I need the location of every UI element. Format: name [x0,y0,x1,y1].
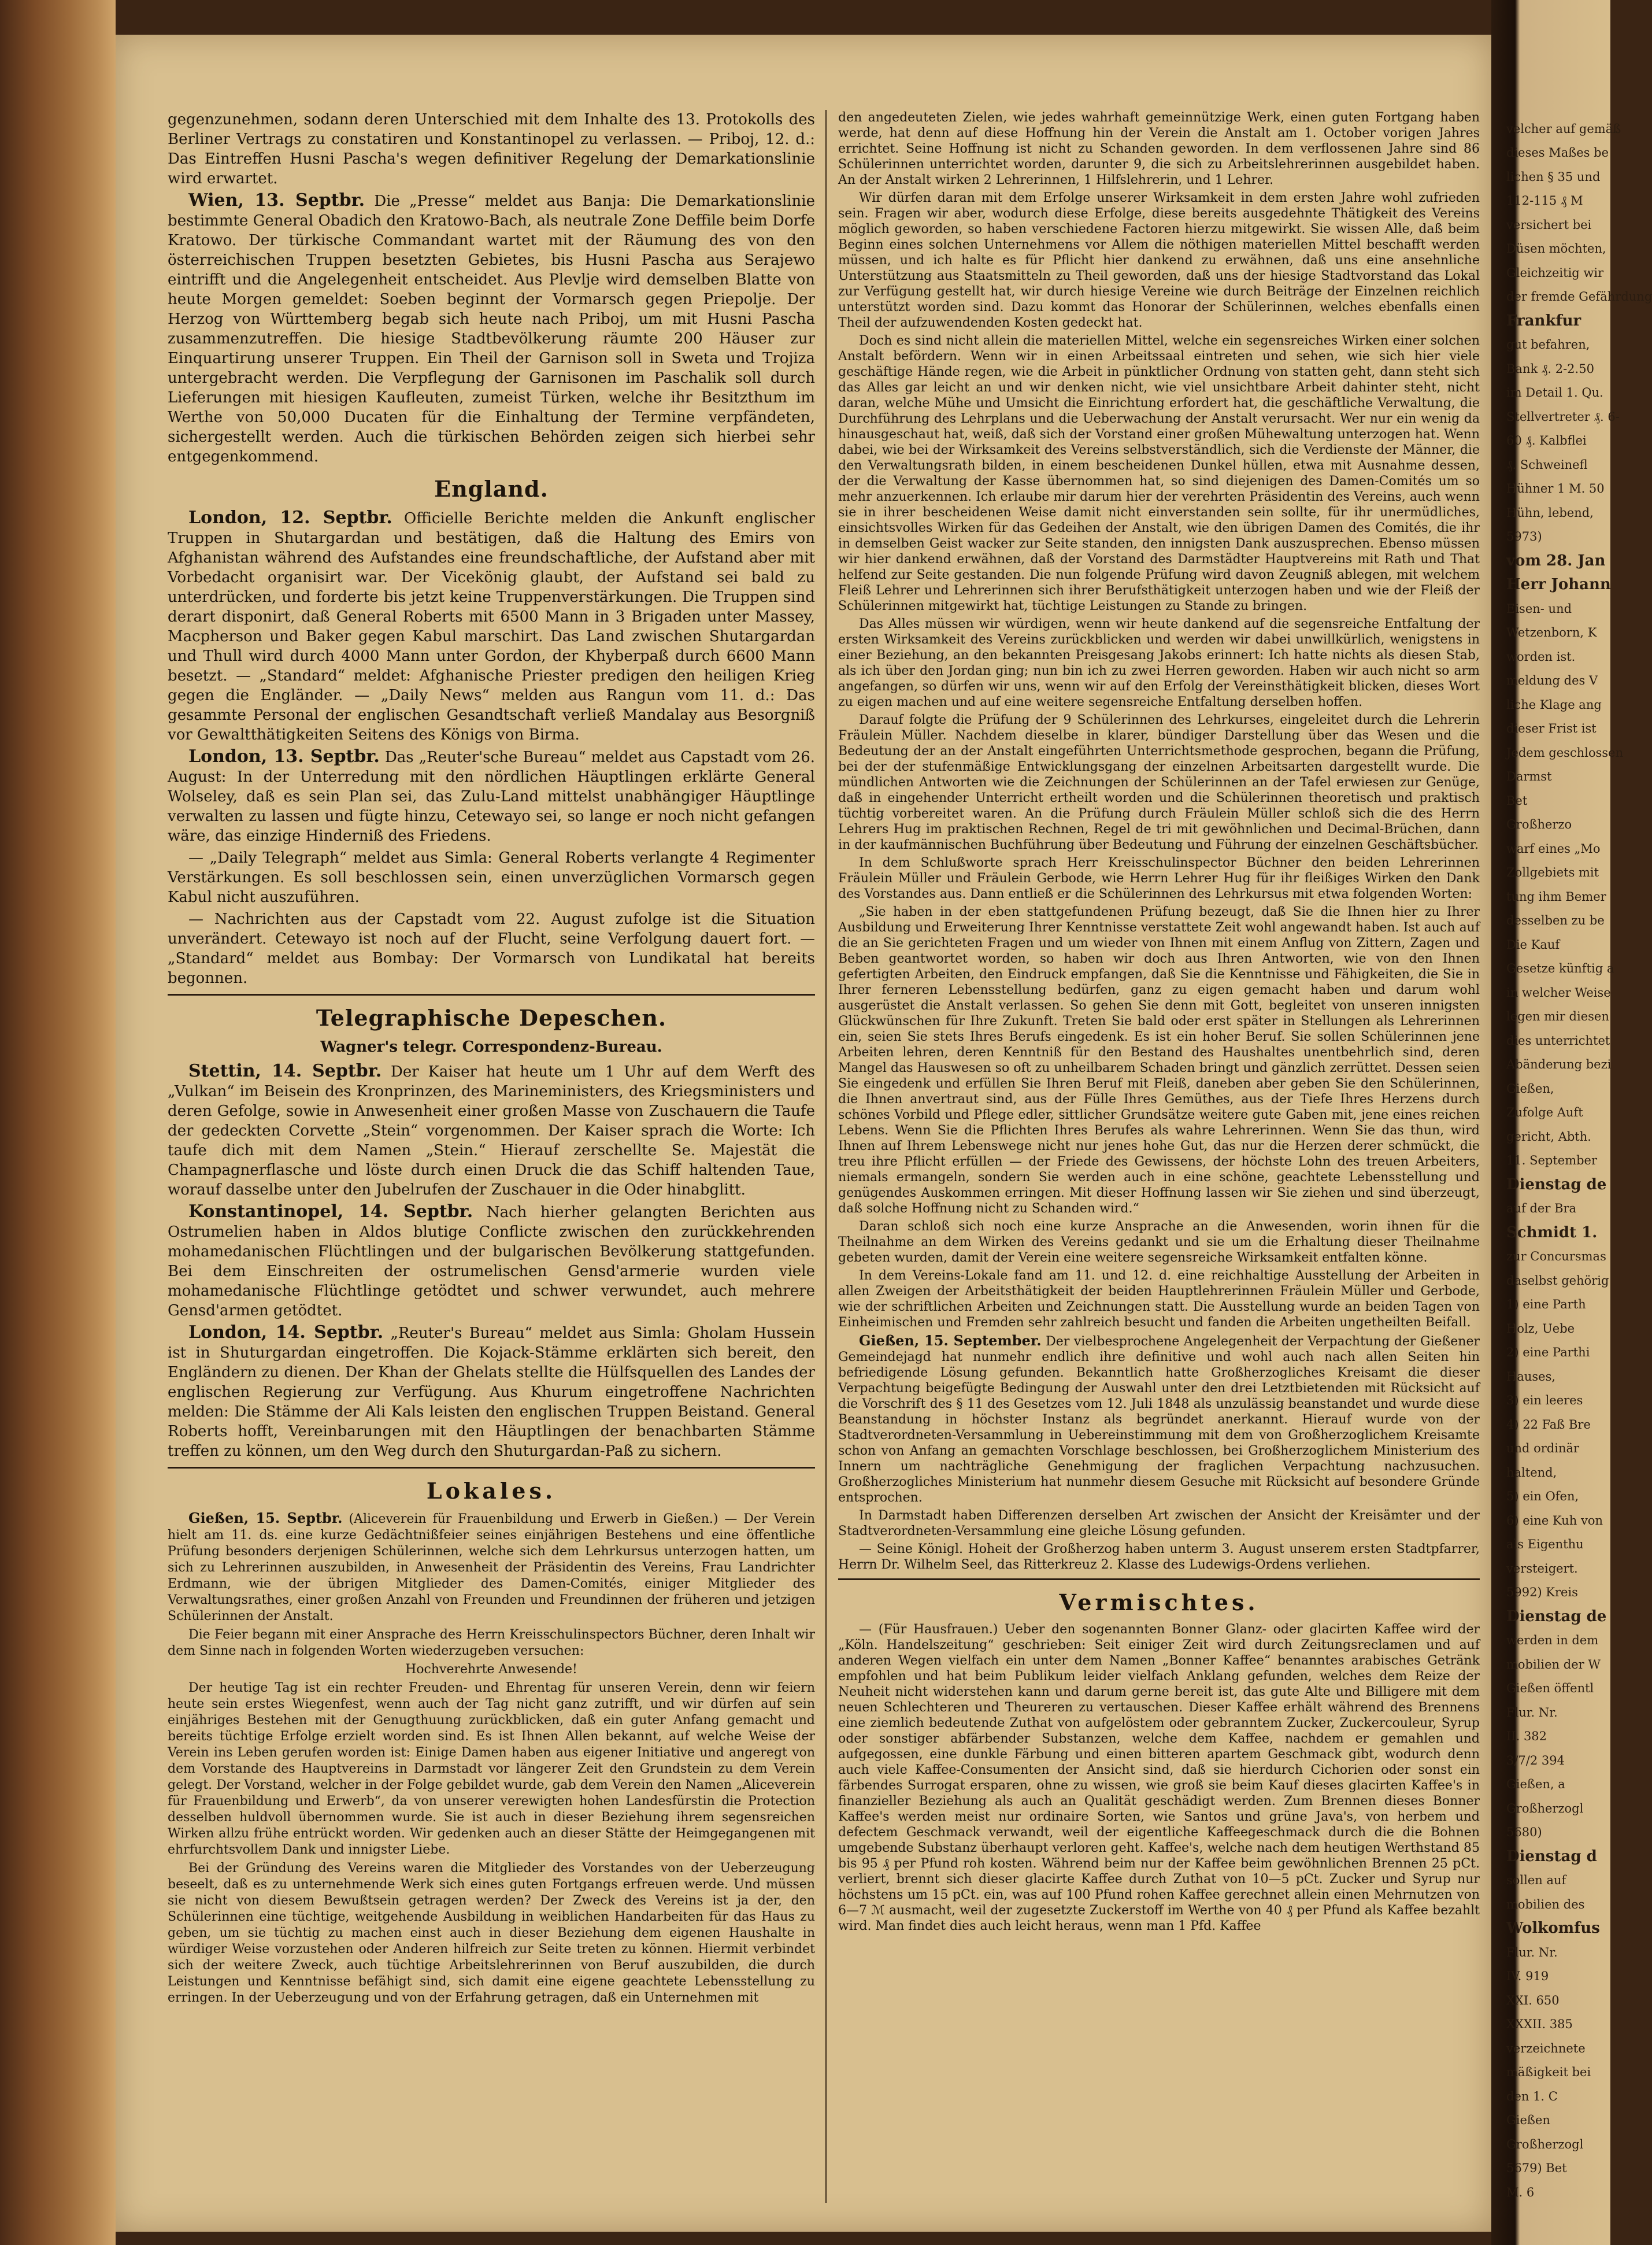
report-paragraph: Das Alles müssen wir würdigen, wenn wir heute dankend auf die segensreiche Entfaltung der ersten Wirksamkeit des Vereins zurückblicken und werden wir dabei unwillkürlich, wenigstens in einer Beziehung, an den bekannten Preisgesang Jakobs erinnert: Ich hatte nichts als diesen Stab, als ich über den Jordan ging; nun bin ich zu zwei Herren geworden. Haben wir auch nicht so arm angefangen, so dürfen wir uns, wenn wir auf den Erfolg der Vereinsthätigkeit blicken, dieses Wort zu eigen machen und auf eine weitere segensreiche Entfaltung derselben hoffen. [838,617,1480,709]
next-page-fragment: haltend, [1506,1466,1557,1480]
next-page-fragment: XXXII. 385 [1506,2017,1573,2031]
london-dispatch-2 [168,747,815,846]
next-page-fragment: 3/7/2 394 [1506,1754,1565,1767]
next-page-fragment: Großherzo [1506,818,1572,831]
report-paragraph: In dem Schlußworte sprach Herr Kreisschulinspector Büchner den beiden Lehrerinnen Fräulein Müller und Fräulein Gerbode, wie Herrn Lehrer Hug für ihr fleißiges Wirken den Dank des Vorstandes aus. Dann entließ er die Schülerinnen des Lehrkursus mit etwa folgenden Worten: [838,856,1480,901]
dateline: Gießen, 15. September. [859,1332,1042,1349]
next-page-fragment: auf der Bra [1506,1201,1577,1215]
dispatch-text: „Reuter's Bureau“ meldet aus Simla: Gholam Hussein ist in Shuturgardan eingetroffen. Die Kojack-Stämme erklärten sich bereit, den Engländern zu dienen. Der Khan der Ghelats stellte die Hülfsquellen des Landes der englischen Regierung zur Verfügung. Aus Khurum eingetroffene Nachrichten melden: Die Stämme der Ali Kals leisten den englischen Truppen Beistand. General Roberts hofft, Vereinbarungen mit den Häuptlingen der benachbarten Stämme treffen zu können, um den Weg durch den Shuturgardan-Paß zu sichern. [168,1325,816,1460]
next-page-fragment: versteigert. [1506,1562,1578,1575]
next-page-fragment: liche Klage ang [1506,698,1602,712]
coffee-article: — (Für Hausfrauen.) Ueber den sogenannten Bonner Glanz- oder glacirten Kaffee wird der „Köln. Handelszeitung“ geschrieben: Seit einiger Zeit wird durch Zeitungsreclamen und auf anderen Wegen vielfach ein unter dem Namen „Bonner Kaffee“ benanntes arabisches Getränk empfohlen und hat beim Publikum leider vielfach Anklang gefunden, welches dem Reize der Neuheit nicht widerstehen kann und darum gerne bereit ist, das gute Alte und Billigere mit dem neuen Schlechteren und Theureren zu vertauschen. Dieser Kaffee erhält während des Brennens eine ziemlich bedeutende Zuthat von aufgelöstem oder gebranntem Zucker, Zuckercouleur, Syrup oder sonstiger abfärbender Substanzen, welche dem Kaffee, nachdem er gemahlen und aufgegossen, eine dunkle Färbung und einen bitteren apartem Geschmack gibt, wodurch denn auch viele Kaffee-Consumenten der Ansicht sind, daß sie hierdurch Cichorien oder sonst ein färbendes Surrogat ersparen, ohne zu wissen, wie groß sie beim Kauf dieses glacirten Kaffee's in finanzieller Beziehung als auch an Qualität geschädigt werden. Zum Brennen dieses Bonner Kaffee's werden meist nur ordinaire Sorten, wie Santos und grüne Java's, von herbem und defectem Geschmack verwandt, weil der eigentliche Kaffeegeschmack durch die die Bohnen umgebende Substanz überhaupt verloren geht. Kaffee's, welche nach dem heutigen Werthstand 85 bis 95 ₰ per Pfund roh kosten. Während beim nur der Kaffee beim gewöhnlichen Brennen 25 pCt. verliert, brennt sich dieser glacirte Kaffee durch Zuthat von 10—5 pCt. Zucker und Syrup nur höchstens um 15 pCt. ein, was auf 100 Pfund rohen Kaffee gerechnet allein einen Mehrnutzen von 6—7 ℳ ausmacht, weil der zugesetzte Zuckerstoff im Werthe von 40 ₰ per Pfund als Kaffee bezahlt wird. Man findet dies auch leicht heraus, wenn man 1 Pfd. Kaffee [838,1622,1480,1933]
next-page-fragment: desselben zu be [1506,913,1605,927]
next-page-fragment: Großherzogl [1506,2137,1584,2151]
next-page-fragment: Schmidt 1. [1506,1224,1598,1241]
next-page-fragment: M. 6 [1506,2185,1535,2199]
next-page-fragment: zur Concursmas [1506,1249,1606,1263]
next-page-fragment: Gießen [1506,2113,1550,2127]
closing-speech: „Sie haben in der eben stattgefundenen Prüfung bezeugt, daß Sie die Ihnen hier zu Ihrer Ausbildung und Erweiterung Ihrer Kenntnisse verstattete Zeit wohl angewandt haben. Ist auch auf die an Sie gerichteten Fragen und um wieder von Ihnen mit einem Anflug von Zittern, Zagen und Beben geantwortet worden, so haben wir doch aus Ihren Antworten, wie von den Ihnen gefertigten Arbeiten, den Eindruck empfangen, daß Sie die Kenntnisse und Fähigkeiten, die Sie in Ihrer ferneren Lebensstellung bedürfen, ganz zu eigen gemacht haben und darum wohl ausgerüstet die Anstalt verlassen. So gehen Sie denn mit Gott, begleitet von unseren innigsten Glückwünschen für Ihre Zukunft. Treten Sie bald oder erst später in Stellungen als Lehrerinnen ein, seien Sie stets Ihres Berufs eingedenk. Es ist ein hoher Beruf. Sie sollen Schülerinnen jene Arbeiten lehren, deren Kenntniß für den Bestand des Haushaltes unentbehrlich sind, deren Mangel das Hauswesen so oft zu unheilbarem Schaden bringt und gänzlich zerrüttet. Dessen seien Sie eingedenk und erfüllen Sie Ihren Beruf mit Fleiß, daneben aber geben Sie den Schülerinnen, die Ihnen anvertraut sind, aus der Fülle Ihres Gemüthes, aus der Tiefe Ihres Herzens durch schönes Vorbild und Pflege edler, sittlicher Grundsätze weitere gute Gaben mit, jene eines reichen Lebens. Wenn Sie die Pflichten Ihres Berufes als wahre Lehrerinnen. Wenn Sie das thun, wird Ihnen auf Ihrem Lebenswege nicht nur jenes hohe Gut, das nur die Herzen derer schmückt, die treu ihre Pflicht erfüllen — der Friede des Gewissens, der höchste Lohn des treuen Arbeiters, niemals ermangeln, sondern Sie werden auch in eine schöne, geachtete Lebensstellung und genügendes Auskommen erringen. Mit dieser Hoffnung lassen wir Sie ziehen und sind überzeugt, daß solche Hoffnung nicht zu Schanden wird.“ [838,905,1480,1216]
report-text: (Aliceverein für Frauenbildung und Erwerb in Gießen.) — Der Verein hielt am 11. ds. eine kurze Gedächtnißfeier seines einjährigen Bestehens und eine öffentliche Prüfung besonders derjenigen Schülerinnen, welche sich dem Lehrkursus unterzogen hatten, um sich zu Lehrerinnen auszubilden, in Anwesenheit der Präsidentin des Vereins, Frau Landrichter Erdmann, wie der übrigen Mitglieder des Damen-Comités, einiger Mitglieder des Verwaltungsrathes, einer großen Anzahl von Freunden und Freundinnen der früheren und jetzigen Schülerinnen der Anstalt. [168,1512,816,1623]
section-rule [168,994,815,996]
next-page-fragment: 1) eine Parth [1506,1297,1586,1311]
dispatch-text: Officielle Berichte melden die Ankunft englischer Truppen in Shutargardan und bestätigen, daß die Haltung des Emirs von Afghanistan während des Aufstandes eine freundschaftliche, der Aufstand aber mit Vorbedacht organisirt war. Der Vicekönig glaubt, der Aufstand sei bald zu unterdrücken, und forderte bis jetzt keine Truppenverstärkungen. Die Truppen sind derart disponirt, daß General Roberts mit 6500 Mann in 3 Brigaden unter Massey, Macpherson und Baker gegen Kabul marschirt. Das Land zwischen Shutargardan und Thull wird durch 4000 Mann unter Gordon, der Khyberpaß durch 6600 Mann besetzt. — „Standard“ meldet: Afghanische Priester predigen den heiligen Krieg gegen die Engländer. — „Daily News“ melden aus Rangun vom 11. d.: Das gesammte Personal der englischen Gesandtschaft verließ Mandalay aus Besorgniß vor Gewaltthätigkeiten Seitens des Königs von Birma. [168,510,816,744]
dateline: London, 13. Septbr. [188,746,380,767]
next-page-fragment: 5679) Bet [1506,2161,1567,2175]
section-rule [168,1467,815,1469]
next-page-fragment: Herr Johann [1506,576,1611,593]
next-page-fragment: Gießen öffentl [1506,1681,1594,1695]
next-page-fragment: dies unterrichtet [1506,1034,1610,1048]
giessen-report-p4: Bei der Gründung des Vereins waren die Mitglieder des Vorstandes von der Ueberzeugung beseelt, daß es zu unternehmende Werk sich eines guten Fortgangs erfreuen werde. Und müssen sie nicht von diesem Bewußtsein getragen werden? Der Zweck des Vereins ist ja der, den Schülerinnen eine tüchtige, weitgehende Ausbildung in weiblichen Handarbeiten für das Haus zu geben, um sie tüchtig zu machen einst auch in dieser Beziehung dem eigenen Haushalte in würdiger Weise vorzustehen oder Anderen hilfreich zur Seite treten zu können. Hiermit verbindet sich der weitere Zweck, auch tüchtige Arbeitslehrerinnen von Beruf auszubilden, die durch Leistungen und Kenntnisse befähigt sind, sich damit eine eigene geachtete Lebensstellung zu erringen. In der Ueberzeugung und von der Erfahrung getragen, daß ein Unternehmen mit [168,1861,815,2005]
next-page-fragment: vom 28. Jan [1506,552,1606,569]
next-page-fragment: Die Kauf [1506,938,1560,952]
wien-dispatch [168,191,815,467]
next-page-fragment: daselbst gehörig [1506,1274,1609,1288]
next-page-fragment: Wolkomfus [1506,1919,1600,1937]
left-column [168,110,815,2214]
next-page-fragment: tung ihm Bemer [1506,890,1606,904]
next-page-fragment: Dienstag de [1506,1176,1607,1193]
next-page-fragment: werden in dem [1506,1633,1599,1647]
section-heading-england: England. [434,476,549,502]
dateline: London, 12. Septbr. [188,508,392,528]
next-page-fragment: Wetzenborn, K [1506,626,1597,639]
next-page-fragment: Zufolge Auft [1506,1105,1583,1119]
next-page-fragment: meldung des V [1506,674,1598,687]
report-paragraph: In dem Vereins-Lokale fand am 11. und 12. d. eine reichhaltige Ausstellung der Arbeiten in allen Zweigen der Arbeitsthätigkeit der beiden Hauptlehrerinnen Fräulein Müller und Gerbode, wie der schriftlichen Arbeiten und Zeichnungen statt. Die Ausstellung wurde an beiden Tagen von Einheimischen und Fremden sehr zahlreich besucht und fanden die Arbeiten ungetheilten Beifall. [838,1268,1480,1330]
next-page-fragment: Eisen- und [1506,602,1572,616]
next-page-fragment: dieses Maßes be [1506,146,1609,160]
next-page-fragment: gericht, Abth. [1506,1130,1591,1144]
next-page-fragment: Bank ₰. 2-2.50 [1506,362,1594,376]
next-page-fragment: 2) eine Parthi [1506,1345,1590,1359]
next-page-fragment: als Eigenthu [1506,1537,1584,1551]
next-page-fragment: 5680) [1506,1825,1542,1839]
next-page-fragment: worden ist. [1506,650,1576,664]
next-page-fragment: in welcher Weise [1506,986,1611,1000]
next-page-fragment: IV. 919 [1506,1969,1549,1983]
next-page-fragment: Flur. Nr. [1506,1946,1558,1959]
next-page-fragment: Dienstag d [1506,1848,1597,1865]
next-page-fragment: Hühn, lebend, [1506,506,1594,520]
next-page-fragment: II. 382 [1506,1729,1547,1743]
next-page-fragment: mobilien der W [1506,1658,1601,1671]
next-page-fragment: Frankfur [1506,312,1581,330]
section-heading-vermischtes: Vermischtes. [1059,1589,1259,1615]
next-page-fragment: velcher auf gemäß [1506,122,1621,136]
report-text: Der vielbesprochene Angelegenheit der Verpachtung der Gießener Gemeindejagd hat nunmehr endlich ihre definitive und wohl auch nach allen Seiten hin befriedigende Lösung gefunden. Bekanntlich hatte Großherzogliches Kreisamt die dieser Verpachtung beigefügte Bedingung der Auswahl unter den drei Letztbietenden mit Rücksicht auf die Vorschrift des § 11 des Gesetzes vom 12. Juli 1848 als unzulässig beanstandet und wurde diese Beanstandung in höchster Instanz als begründet anerkannt. Hierauf wurde von der Stadtverordneten-Versammlung in Uebereinstimmung mit dem von Großherzoglichem Kreisamte schon von Anfang an gemachten Vorschlage beschlossen, bei Großherzoglichem Ministerium des Innern um nachträgliche Genehmigung der fraglichen Verpachtung nachzusuchen. Großherzogliches Ministerium hat nunmehr diesem Gesuche mit Rücksicht auf besondere Gründe entsprochen. [838,1334,1480,1505]
dateline: Wien, 13. Septbr. [188,190,365,210]
london-dispatch-3 [168,1323,815,1461]
next-page-fragment: lichen § 35 und [1506,170,1601,184]
giessen-report-intro [168,1510,815,1625]
column-divider [825,110,827,2203]
report-paragraph: Doch es sind nicht allein die materiellen Mittel, welche ein segensreiches Wirken einer solchen Anstalt befördern. Wenn wir in einen Arbeitssaal eintreten und sehen, wie sich hier viele geschäftige Hände regen, wie die Arbeit in pünktlicher Ordnung von statten geht, dann steht sich das Alles gar leicht an und wir denken nicht, wie viel unsichtbare Arbeit dahinter steht, nicht daran, welche Mühe und Umsicht die Einrichtung erfordert hat, die geschäftliche Verwaltung, die Durchführung des Lehrplans und die Ueberwachung der Anstalt verursacht. Wer nur ein wenig da hinausgeschaut hat, weiß, daß sich der Vorstand einer großen Mühewaltung unterzogen hat. Wenn dabei, wie bei der Wirksamkeit des Vereins selbstverständlich, sich die Verdienste der Männer, die den Verwaltungsrath bilden, in einem bescheidenen Dunkel hüllen, etwa mit Ausnahme dessen, der die Verwaltung der Kasse übernommen hat, so sind diejenigen des Damen-Comités um so mehr anzuerkennen. Ich erlaube mir darum hier der verehrten Präsidentin des Vereins, auch wenn sie in ihrer bescheidenen Weise damit nicht einverstanden sein sollte, für ihr unermüdliches, einsichtsvolles Wirken für das Gedeihen der Anstalt, wie den übrigen Damen des Comités, die ihr in demselben Geist wacker zur Seite standen, den innigsten Dank auszusprechen. Ebenso müssen wir hier dankend erwähnen, daß der Vorstand des Darmstädter Hauptvereins mit Rath und That helfend zur Seite gestanden. Die nun folgende Prüfung wird davon Zeugniß ablegen, mit welchem Fleiß Lehrer und Lehrerinnen sich ihrer Berufsthätigkeit unterzogen haben und wie der Fleiß der Schülerinnen mitgewirkt hat, tüchtige Leistungen zu Stande zu bringen. [838,334,1480,613]
dispatch-text: Der Kaiser hat heute um 1 Uhr auf dem Werft des „Vulkan“ im Beisein des Kronprinzen, des Marineministers, des Kriegsministers und deren Gefolge, sowie in Anwesenheit einer großen Masse von Zuschauern die Taufe der gedeckten Corvette „Stein“ vorgenommen. Der Kaiser sprach die Worte: Ich taufe dich mit dem Namen „Stein.“ Hierauf zerschellte Se. Majestät die Champagnerflasche und löste durch einen Druck die das Schiff haltenden Taue, worauf dasselbe unter den Jubelrufen der Zuschauer in die Oder hinabglitt. [168,1063,815,1199]
next-page-fragment: Gießen, a [1506,1777,1565,1791]
stettin-dispatch [168,1062,815,1200]
next-page-fragment: XXI. 650 [1506,1993,1560,2007]
london-dispatch-2b: — „Daily Telegraph“ meldet aus Simla: General Roberts verlangte 4 Regimenter Verstärkungen. Es soll beschlossen sein, einen unverzüglichen Vormarsch gegen Kabul nicht auszuführen. [168,849,815,906]
book-spine [0,0,116,2245]
next-page-fragment: und ordinär [1506,1441,1580,1455]
next-page-fragment: warf eines „Mo [1506,842,1601,856]
next-page-fragment: Hauses, [1506,1370,1556,1384]
award-notice: — Seine Königl. Hoheit der Großherzog haben unterm 3. August unserem ersten Stadtpfarrer, Herrn Dr. Wilhelm Seel, das Ritterkreuz 2. Klasse des Ludewigs-Ordens verliehen. [838,1542,1480,1572]
speech-address: Hochverehrte Anwesende! [405,1662,577,1677]
next-page-fragment: mobilien des [1506,1898,1585,1911]
next-page-fragment: den 1. C [1506,2089,1558,2103]
next-page-fragment: Holz, Uebe [1506,1322,1575,1336]
giessen-report-p2: Die Feier begann mit einer Ansprache des Herrn Kreisschulinspectors Büchner, deren Inhalt wir dem Sinne nach in folgenden Worten wiederzugeben versuchen: [168,1628,815,1658]
konstantinopel-dispatch [168,1202,815,1321]
article-continuation: gegenzunehmen, sodann deren Unterschied mit dem Inhalte des 13. Protokolls des Berliner Vertrags zu constatiren und Konstantinopel zu verlassen. — Priboj, 12. d.: Das Eintreffen Husni Pascha's wegen definitiver Regelung der Demarkationslinie wird erwartet. [168,111,815,187]
next-page-fragment: verzeichnete [1506,2041,1586,2055]
next-page-fragment: Gießen, [1506,1082,1554,1096]
right-column [838,110,1480,2214]
next-page-fragment: versichert bei [1506,218,1592,232]
next-page-fragment: Gesetze künftig a [1506,961,1614,975]
dispatch-text: Die „Presse“ meldet aus Banja: Die Demarkationslinie bestimmte General Obadich den Kratowo-Bach, als neutrale Zone Deffile beim Dorfe Kratowo. Der türkische Commandant wartet mit der Räumung des von den österreichischen Truppen besetzten Gebietes, bis Husni Pascha aus Serajewo eintrifft und die Angelegenheit entscheidet. Aus Plevlje wird demselben Blatte von heute Morgen gemeldet: Soeben beginnt der Vormarsch gegen Priepolje. Der Herzog von Württemberg begab sich heute nach Priboj, um mit Husni Pascha zusammenzutreffen. Die hiesige Stadtbevölkerung räumte 200 Häuser zur Einquartirung unserer Truppen. Ein Theil der Garnison soll in Sweta und Trojiza untergebracht werden. Die Verpflegung der Garnisonen im Paschalik soll durch Lieferungen mit hiesigen Kaufleuten, zumeist Türken, welche ihr Besitzthum im Werthe von 50,000 Ducaten für die Einhaltung der Termine verpfändeten, sichergestellt werden. Auch die türkischen Behörden zeigen sich hierbei sehr entgegenkommend. [168,193,816,465]
next-page-fragment: Hühner 1 M. 50 [1506,482,1605,495]
next-page-fragment: legen mir diesen [1506,1009,1609,1023]
next-page-fragment: 5973) [1506,530,1542,543]
report-paragraph: Daran schloß sich noch eine kurze Ansprache an die Anwesenden, worin ihnen für die Theilnahme an dem Wirken des Vereins gedankt und sie um die Erhaltung dieser Theilnahme gebeten wurden, damit der Verein eine weitere segensreiche Wirksamkeit entfalten könne. [838,1219,1480,1265]
report-paragraph: In Darmstadt haben Differenzen derselben Art zwischen der Ansicht der Kreisämter und der Stadtverordneten-Versammlung eine gleiche Lösung gefunden. [838,1508,1480,1538]
report-continuation: den angedeuteten Zielen, wie jedes wahrhaft gemeinnützige Werk, einen guten Fortgang haben werde, hat denn auf diese Hoffnung hin der Verein die Anstalt am 1. October vorigen Jahres errichtet. Seine Hoffnung ist nicht zu Schanden geworden. In dem verflossenen Jahre sind 86 Schülerinnen unterrichtet worden, darunter 9, die sich zu Arbeitslehrerinnen ausgebildet haben. An der Anstalt wirken 2 Lehrerinnen, 1 Hilfslehrerin, und 1 Lehrer. [838,110,1480,187]
next-page-fragment: dieser Frist ist [1506,722,1597,735]
london-dispatch-1 [168,508,815,745]
next-page-fragment: Zollgebiets mit [1506,866,1599,879]
next-page-fragment: im Detail 1. Qu. [1506,386,1603,400]
report-paragraph: Darauf folgte die Prüfung der 9 Schülerinnen des Lehrkurses, eingeleitet durch die Lehrerin Fräulein Müller. Nachdem dieselbe in klarer, bündiger Darstellung über das Wesen und die Bedeutung der an der Anstalt eingeführten Unterrichtsmethode gesprochen, begann die Prüfung, bei der der stufenmäßige Entwicklungsgang der einzelnen Arbeitsarten dargestellt wurde. Die mündlichen Antworten wie die Zeichnungen der Schülerinnen an der Tafel erwiesen zur Genüge, daß in eingehender Unterricht ertheilt worden und die Schülerinnen theoretisch und praktisch tüchtig vorbereitet waren. An die Prüfung durch Fräulein Müller schloß sich die des Herrn Lehrers Hug im praktischen Rechnen, Regel de tri mit gewöhnlichen und Decimal-Brüchen, dann in der kaufmännischen Buchführung über Bedeutung und Führung der einzelnen Geschäftsbücher. [838,713,1480,852]
next-page-fragment: der fremde Gefährdung [1506,290,1652,304]
section-rule [838,1578,1480,1580]
report-paragraph: Wir dürfen daran mit dem Erfolge unserer Wirksamkeit in dem ersten Jahre wohl zufrieden sein. Fragen wir aber, wodurch diese Erfolge, diese bereits ausgedehnte Thätigkeit des Vereins möglich geworden, so haben verschiedene Factoren hierzu mitgewirkt. Sie wissen Alle, daß beim Beginn eines solchen Unternehmens vor Allem die nöthigen materiellen Mittel beschafft werden müssen, und ich halte es für Pflicht hier dankend zu erwähnen, daß uns eine ansehnliche Unterstützung aus Staatsmitteln zu Theil geworden, daß uns der hiesige Stadtvorstand das Lokal zur Verfügung gestellt hat, wir durch hiesige Vereine wie durch Beiträge der Einzelnen reichlich unterstützt worden sind. Dazu kommt das Honorar der Schülerinnen, welches ebenfalls einen Theil der aufzuwendenden Kosten gedeckt hat. [838,191,1480,330]
next-page-fragment: gut befahren, [1506,338,1590,352]
next-page-fragment: Abänderung bezi [1506,1057,1612,1071]
next-page-fragment: 4) 22 Faß Bre [1506,1418,1591,1432]
next-page-fragment: 3) ein leeres [1506,1393,1583,1407]
giessen-report-p3: Der heutige Tag ist ein rechter Freuden- und Ehrentag für unseren Verein, denn wir feiern heute sein erstes Wiegenfest, wenn auch der Tag nicht ganz zutrifft, und wir dürfen auf sein einjähriges Bestehen mit der Genugthuung zurückblicken, daß ein guter Anfang gemacht und bereits tüchtige Erfolge erzielt worden sind. Es ist Ihnen Allen bekannt, auf welche Weise der Verein ins Leben gerufen worden ist: Einige Damen haben aus eigener Initiative und angeregt von dem Vorstande des Hauptvereins in Darmstadt vor längerer Zeit den Grundstein zu dem Verein gelegt. Der Vorstand, welcher in der Folge gebildet wurde, gab dem Verein den Namen „Aliceverein für Frauenbildung und Erwerb“, da von unserer verewigten hohen Landesfürstin die Protection desselben huldvoll übernommen wurde. Sie ist auch in dieser Beziehung ihrem segensreichen Wirken allzu frühe entrückt worden. Wir gedenken auch an dieser Stätte der Heimgegangenen mit ehrfurchtsvollem Dank und innigster Liebe. [168,1681,815,1857]
section-heading-telegraph: Telegraphische Depeschen. [316,1005,667,1031]
dispatch-text: Nach hierher gelangten Berichten aus Ostrumelien haben in Aldos blutige Conflicte zwischen den zurückkehrenden mohamedanischen Flüchtlingen und der bulgarischen Bevölkerung stattgefunden. Bei dem Einschreiten der ostrumelischen Gensd'armerie wurden viele mohamedanische Flüchtlinge getödtet und schwer verwundet, auch mehrere Gensd'armen getödtet. [168,1204,815,1319]
next-page-fragment: Stellvertreter ₰. 6- [1506,410,1620,424]
london-dispatch-2c: — Nachrichten aus der Capstadt vom 22. August zufolge ist die Situation unverändert. Cetewayo ist noch auf der Flucht, seine Verfolgung dauert fort. — „Standard“ meldet aus Bombay: Der Vormarsch von Lundikatal hat bereits begonnen. [168,911,815,987]
next-page-fragment: 5992) Kreis [1506,1585,1578,1599]
next-page-fragment: sollen auf [1506,1873,1566,1887]
next-page-fragment: Flur. Nr. [1506,1706,1558,1719]
next-page-fragment: 112-115 ₰ M [1506,194,1583,208]
dateline: Stettin, 14. Septbr. [188,1061,382,1081]
next-page-fragment: 11. September [1506,1153,1598,1167]
next-page-fragment: mäßigkeit bei [1506,2065,1591,2079]
next-page-fragment: Gleichzeitig wir [1506,266,1604,280]
next-page-fragment: ₰. Schweinefl [1506,458,1588,472]
next-page-fragment: Düsen möchten, [1506,242,1606,256]
dateline: Konstantinopel, 14. Septbr. [188,1201,473,1222]
next-page-fragment: Darmst [1506,770,1552,783]
telegraph-subheading: Wagner's telegr. Correspondenz-Bureau. [320,1038,662,1056]
next-page-fragment: Jedem geschlossen [1506,746,1624,760]
next-page-fragment: Großherzogl [1506,1802,1584,1815]
dispatch-text: Das „Reuter'sche Bureau“ meldet aus Capstadt vom 26. August: In der Unterredung mit den nördlichen Häuptlingen erklärte General Wolseley, daß es sein Plan sei, das Zulu-Land mittelst unabhängiger Häuptlinge verwalten zu lassen und fügte hinzu, Cetewayo sei, so lange er noch nicht gefangen wäre, das einzige Hinderniß des Friedens. [168,749,816,845]
dateline: London, 14. Septbr. [188,1322,384,1342]
next-page-fragment: Dienstag de [1506,1608,1607,1625]
next-page-fragment: 6) eine Kuh von [1506,1514,1603,1528]
next-page-fragment: 5) ein Ofen, [1506,1489,1579,1503]
next-page-fragment: 60 ₰. Kalbflei [1506,434,1587,447]
section-heading-lokales: Lokales. [426,1478,557,1504]
dateline: Gießen, 15. Septbr. [188,1510,343,1526]
next-page-fragment: Bet [1506,794,1528,808]
giessen-hunting-lease [838,1333,1480,1506]
